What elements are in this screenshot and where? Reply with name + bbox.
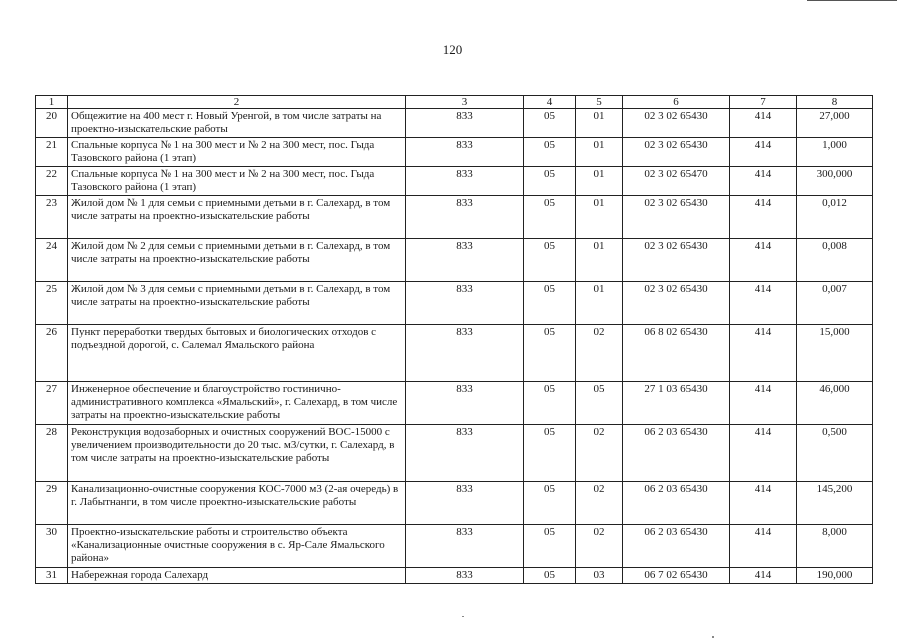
- section-code: 05: [524, 196, 576, 239]
- subsection-code: 05: [576, 382, 623, 425]
- row-number: 24: [36, 239, 68, 282]
- row-number: 28: [36, 425, 68, 482]
- amount: 8,000: [797, 525, 873, 568]
- object-name: Спальные корпуса № 1 на 300 мест и № 2 на 300 мест, пос. Гыда Тазовского района (1 этап): [68, 138, 406, 167]
- subsection-code: 01: [576, 239, 623, 282]
- subsection-code: 02: [576, 482, 623, 525]
- section-code: 05: [524, 382, 576, 425]
- section-code: 05: [524, 525, 576, 568]
- row-number: 25: [36, 282, 68, 325]
- object-name: Жилой дом № 1 для семьи с приемными детьми в г. Салехард, в том числе затраты на проектно-изыскательские работы: [68, 196, 406, 239]
- subsection-code: 02: [576, 425, 623, 482]
- amount: 145,200: [797, 482, 873, 525]
- target-article-code: 06 7 02 65430: [623, 568, 730, 584]
- ministry-code: 833: [406, 568, 524, 584]
- amount: 27,000: [797, 109, 873, 138]
- amount: 190,000: [797, 568, 873, 584]
- target-article-code: 27 1 03 65430: [623, 382, 730, 425]
- section-code: 05: [524, 282, 576, 325]
- target-article-code: 02 3 02 65470: [623, 167, 730, 196]
- target-article-code: 06 8 02 65430: [623, 325, 730, 382]
- expense-type-code: 414: [730, 239, 797, 282]
- ministry-code: 833: [406, 325, 524, 382]
- ministry-code: 833: [406, 425, 524, 482]
- expense-type-code: 414: [730, 568, 797, 584]
- subsection-code: 01: [576, 167, 623, 196]
- section-code: 05: [524, 568, 576, 584]
- row-number: 20: [36, 109, 68, 138]
- expense-type-code: 414: [730, 109, 797, 138]
- target-article-code: 06 2 03 65430: [623, 482, 730, 525]
- amount: 15,000: [797, 325, 873, 382]
- expense-type-code: 414: [730, 138, 797, 167]
- budget-table: [35, 95, 873, 584]
- subsection-code: 01: [576, 196, 623, 239]
- ministry-code: 833: [406, 196, 524, 239]
- header-cell-2: 2: [68, 96, 406, 109]
- object-name: Канализационно-очистные сооружения КОС-7000 м3 (2-ая очередь) в г. Лабытнанги, в том числе проектно-изыскательские работы: [68, 482, 406, 525]
- expense-type-code: 414: [730, 382, 797, 425]
- amount: 1,000: [797, 138, 873, 167]
- section-code: 05: [524, 325, 576, 382]
- subsection-code: 02: [576, 525, 623, 568]
- object-name: Жилой дом № 3 для семьи с приемными детьми в г. Салехард, в том числе затраты на проектно-изыскательские работы: [68, 282, 406, 325]
- header-cell-6: 6: [623, 96, 730, 109]
- target-article-code: 02 3 02 65430: [623, 138, 730, 167]
- table-row: [36, 196, 873, 239]
- subsection-code: 01: [576, 109, 623, 138]
- header-cell-3: 3: [406, 96, 524, 109]
- ministry-code: 833: [406, 109, 524, 138]
- ministry-code: 833: [406, 525, 524, 568]
- section-code: 05: [524, 239, 576, 282]
- table-row: [36, 425, 873, 482]
- subsection-code: 01: [576, 282, 623, 325]
- table-row: [36, 167, 873, 196]
- table-row: [36, 382, 873, 425]
- table-row: [36, 239, 873, 282]
- expense-type-code: 414: [730, 196, 797, 239]
- amount: 0,012: [797, 196, 873, 239]
- amount: 300,000: [797, 167, 873, 196]
- target-article-code: 06 2 03 65430: [623, 425, 730, 482]
- table-row: [36, 568, 873, 584]
- target-article-code: 02 3 02 65430: [623, 239, 730, 282]
- row-number: 21: [36, 138, 68, 167]
- section-code: 05: [524, 167, 576, 196]
- subsection-code: 01: [576, 138, 623, 167]
- ministry-code: 833: [406, 282, 524, 325]
- table-row: [36, 282, 873, 325]
- expense-type-code: 414: [730, 282, 797, 325]
- top-edge-rule: [807, 0, 897, 1]
- amount: 0,007: [797, 282, 873, 325]
- expense-type-code: 414: [730, 167, 797, 196]
- ministry-code: 833: [406, 138, 524, 167]
- section-code: 05: [524, 482, 576, 525]
- expense-type-code: 414: [730, 525, 797, 568]
- object-name: Реконструкция водозаборных и очистных сооружений ВОС-15000 с увеличением производительности до 20 тыс. м3/сутки, г. Салехард, в том числе затраты на проектно-изыскательские работы: [68, 425, 406, 482]
- row-number: 29: [36, 482, 68, 525]
- expense-type-code: 414: [730, 325, 797, 382]
- ministry-code: 833: [406, 482, 524, 525]
- table-row: [36, 325, 873, 382]
- target-article-code: 02 3 02 65430: [623, 109, 730, 138]
- object-name: Набережная города Салехард: [68, 568, 406, 584]
- expense-type-code: 414: [730, 425, 797, 482]
- table-row: [36, 482, 873, 525]
- amount: 46,000: [797, 382, 873, 425]
- target-article-code: 02 3 02 65430: [623, 282, 730, 325]
- header-cell-8: 8: [797, 96, 873, 109]
- table-row: [36, 525, 873, 568]
- row-number: 31: [36, 568, 68, 584]
- scan-speck: [712, 636, 714, 638]
- object-name: Общежитие на 400 мест г. Новый Уренгой, в том числе затраты на проектно-изыскательские работы: [68, 109, 406, 138]
- amount: 0,008: [797, 239, 873, 282]
- ministry-code: 833: [406, 167, 524, 196]
- row-number: 23: [36, 196, 68, 239]
- subsection-code: 03: [576, 568, 623, 584]
- table-row: [36, 138, 873, 167]
- object-name: Спальные корпуса № 1 на 300 мест и № 2 на 300 мест, пос. Гыда Тазовского района (1 этап): [68, 167, 406, 196]
- object-name: Проектно-изыскательские работы и строительство объекта «Канализационные очистные сооружения в с. Яр-Сале Ямальского района»: [68, 525, 406, 568]
- scan-speck: [462, 616, 464, 617]
- ministry-code: 833: [406, 382, 524, 425]
- header-cell-5: 5: [576, 96, 623, 109]
- row-number: 26: [36, 325, 68, 382]
- header-cell-4: 4: [524, 96, 576, 109]
- header-cell-1: 1: [36, 96, 68, 109]
- amount: 0,500: [797, 425, 873, 482]
- page-number: 120: [442, 42, 463, 57]
- section-code: 05: [524, 425, 576, 482]
- table-row: [36, 109, 873, 138]
- target-article-code: 02 3 02 65430: [623, 196, 730, 239]
- object-name: Пункт переработки твердых бытовых и биологических отходов с подъездной дорогой, с. Салемал Ямальского района: [68, 325, 406, 382]
- section-code: 05: [524, 109, 576, 138]
- subsection-code: 02: [576, 325, 623, 382]
- row-number: 27: [36, 382, 68, 425]
- object-name: Жилой дом № 2 для семьи с приемными детьми в г. Салехард, в том числе затраты на проектно-изыскательские работы: [68, 239, 406, 282]
- row-number: 30: [36, 525, 68, 568]
- row-number: 22: [36, 167, 68, 196]
- header-row: [36, 96, 873, 109]
- expense-type-code: 414: [730, 482, 797, 525]
- section-code: 05: [524, 138, 576, 167]
- ministry-code: 833: [406, 239, 524, 282]
- header-cell-7: 7: [730, 96, 797, 109]
- object-name: Инженерное обеспечение и благоустройство гостинично-административного комплекса «Ямальский», г. Салехард, в том числе затраты на проектно-изыскательские работы: [68, 382, 406, 425]
- target-article-code: 06 2 03 65430: [623, 525, 730, 568]
